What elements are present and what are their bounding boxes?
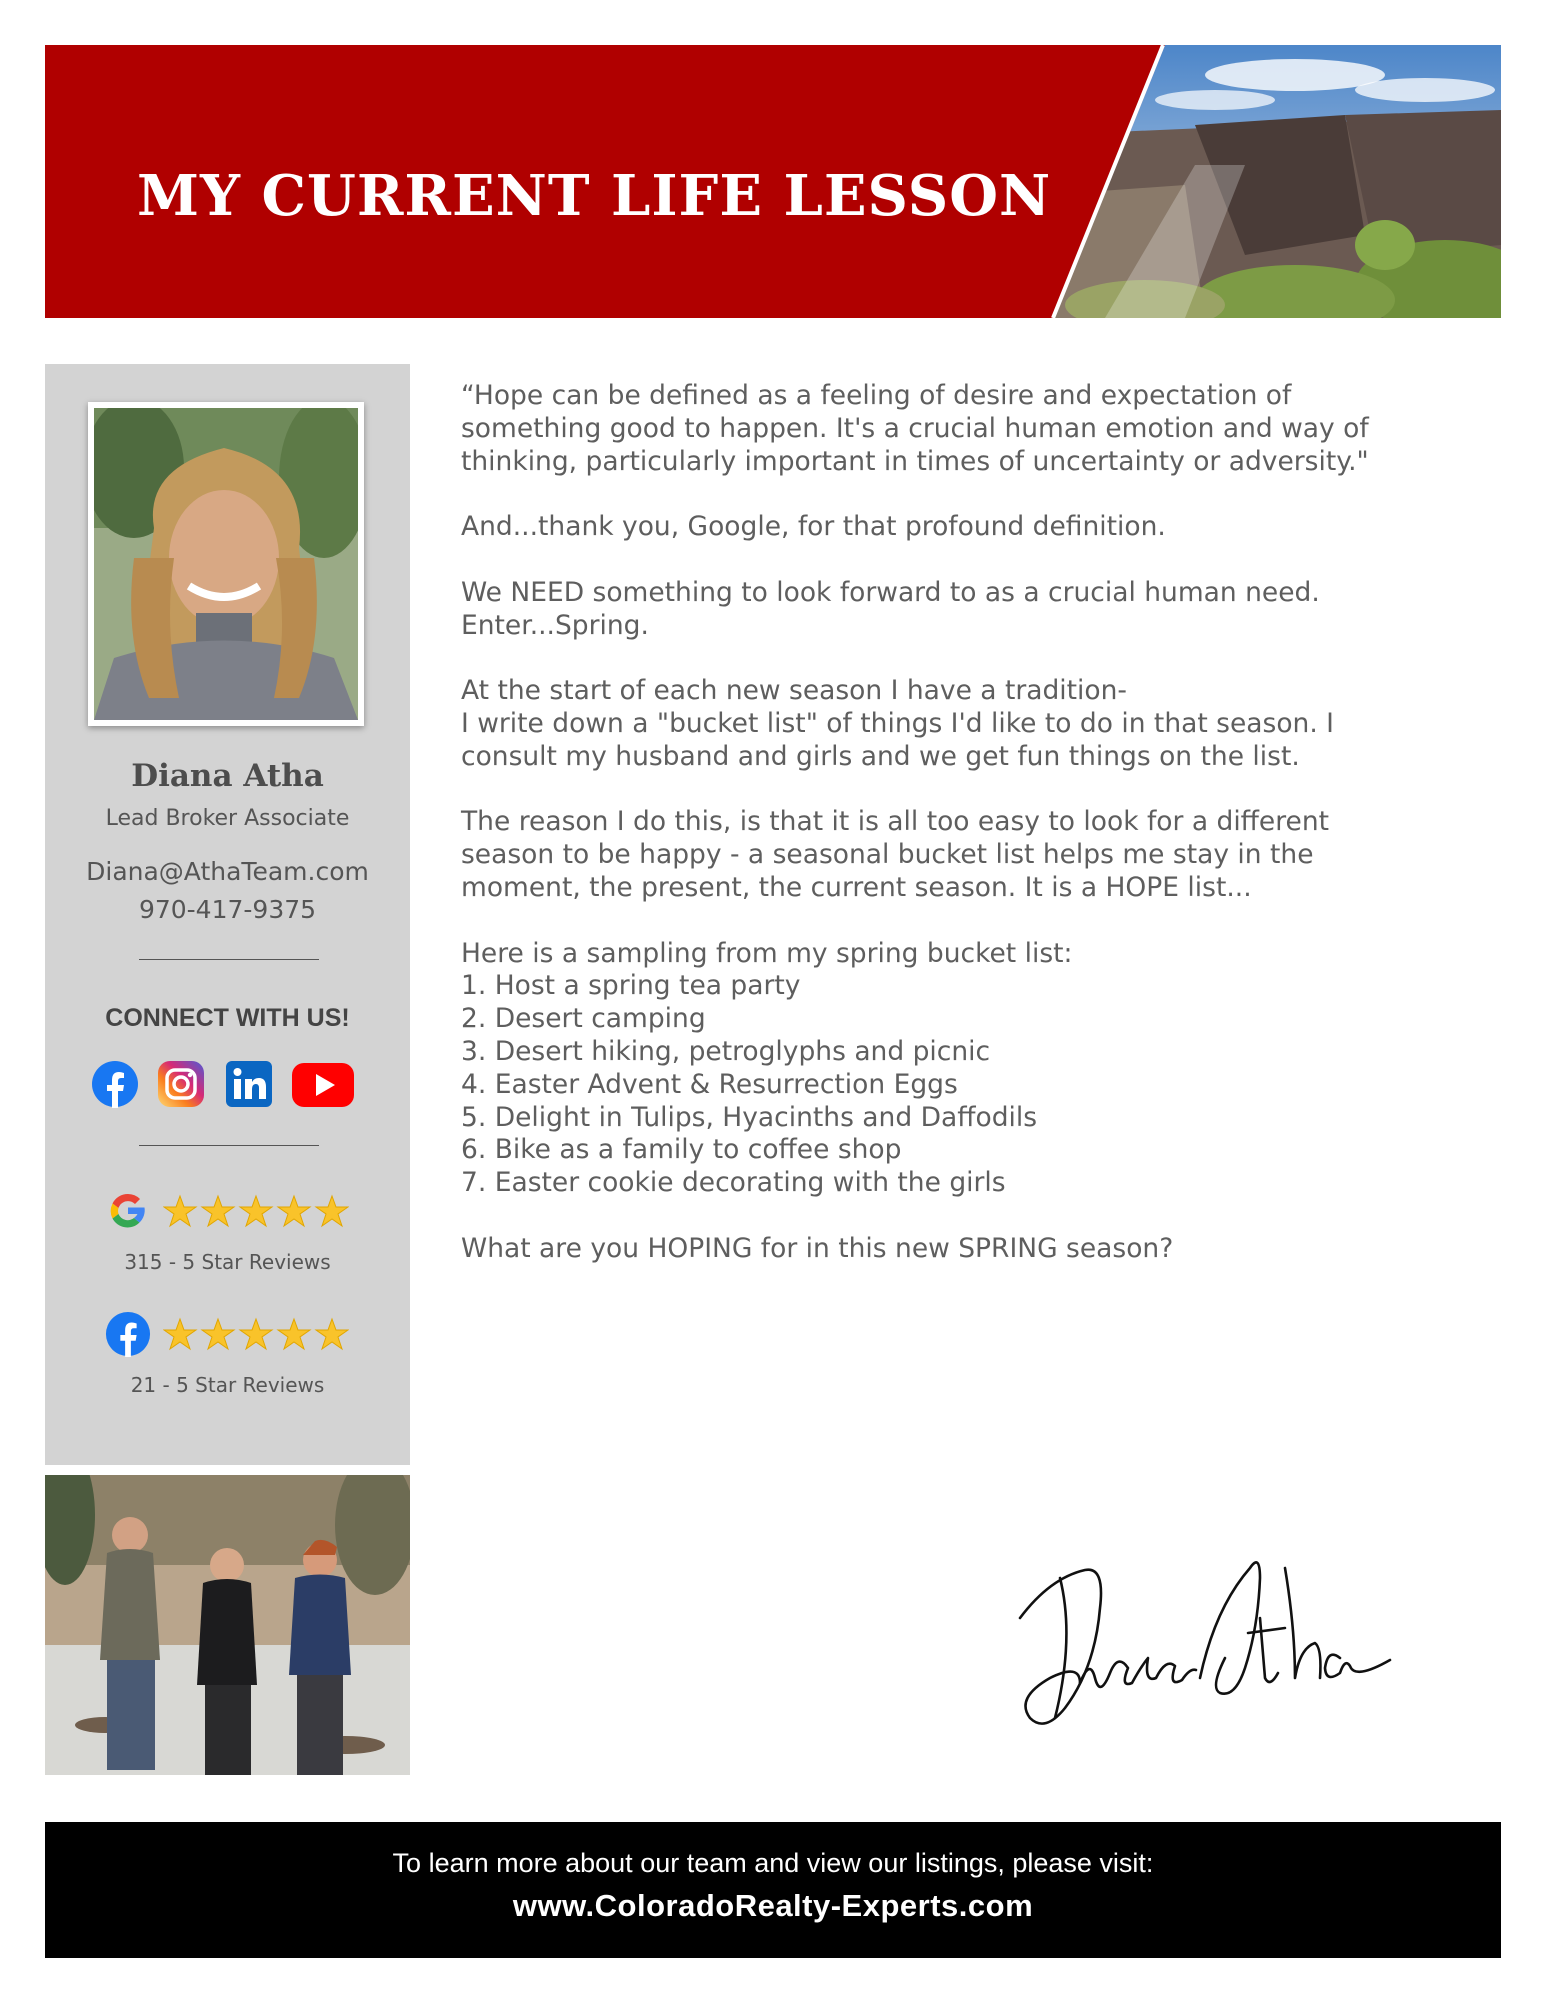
social-links (91, 1060, 367, 1110)
text-line: We NEED something to look forward to as a crucial human need. (461, 576, 1320, 608)
agent-sidebar (45, 364, 410, 1465)
handwritten-signature (1010, 1548, 1410, 1738)
divider (139, 959, 319, 960)
quote-line: “Hope can be defined as a feeling of desire and expectation of (461, 380, 1292, 411)
quote-line: something good to happen. It's a crucial human emotion and way of (461, 412, 1369, 444)
list-item: 7. Easter cookie decorating with the girls (461, 1167, 1006, 1199)
team-group-photo (45, 1475, 410, 1775)
closing-question: What are you HOPING for in this new SPRING season? (461, 1232, 1174, 1264)
agent-email-link[interactable]: Diana@AthaTeam.com (86, 857, 369, 886)
bucket-list-intro: Here is a sampling from my spring bucket list: (461, 937, 1073, 969)
header-banner (45, 45, 1501, 318)
list-item: 2. Desert camping (461, 1003, 706, 1035)
bucket-list (461, 938, 1481, 1200)
tradition-paragraph (461, 675, 1481, 773)
website-link[interactable]: www.ColoradoRealty-Experts.com (512, 1888, 1034, 1923)
footer-banner (45, 1822, 1501, 1958)
facebook-icon (105, 1311, 151, 1357)
connect-title: CONNECT WITH US! (105, 1004, 350, 1032)
text-line: Enter...Spring. (461, 609, 649, 641)
list-item: 4. Easter Advent & Resurrection Eggs (461, 1068, 958, 1100)
list-item: 3. Desert hiking, petroglyphs and picnic (461, 1035, 991, 1067)
text-line: season to be happy - a seasonal bucket list helps me stay in the (461, 839, 1314, 871)
list-item: 6. Bike as a family to coffee shop (461, 1134, 902, 1166)
list-item: 1. Host a spring tea party (461, 970, 801, 1002)
text-line: The reason I do this, is that it is all too easy to look for a different (461, 806, 1330, 838)
agent-name: Diana Atha (131, 758, 324, 794)
instagram-icon[interactable] (157, 1060, 205, 1108)
facebook-review-count: 21 - 5 Star Reviews (130, 1373, 325, 1397)
text-line: I write down a "bucket list" of things I'd like to do in that season. I (461, 707, 1334, 739)
need-paragraph (461, 577, 1481, 643)
youtube-icon[interactable] (291, 1062, 355, 1108)
list-item: 5. Delight in Tulips, Hyacinths and Daffodils (461, 1101, 1038, 1133)
linkedin-icon[interactable] (225, 1060, 273, 1108)
page-title: MY CURRENT LIFE LESSON (137, 163, 1052, 229)
text-line: At the start of each new season I have a tradition- (461, 675, 1127, 707)
footer-text: To learn more about our team and view our listings, please visit: (392, 1848, 1154, 1878)
quote-paragraph (461, 380, 1481, 478)
agent-role: Lead Broker Associate (105, 806, 350, 831)
letter-body (461, 380, 1481, 1298)
text-line: moment, the present, the current season. It is a HOPE list... (461, 871, 1252, 903)
google-review-count: 315 - 5 Star Reviews (124, 1250, 331, 1274)
text-line: consult my husband and girls and we get fun things on the list. (461, 740, 1300, 772)
five-star-rating (163, 1317, 349, 1353)
google-icon (105, 1188, 151, 1234)
agent-phone-link[interactable]: 970-417-9375 (138, 895, 317, 924)
thanks-paragraph: And...thank you, Google, for that profound definition. (461, 511, 1166, 543)
quote-line: thinking, particularly important in times of uncertainty or adversity." (461, 445, 1369, 477)
facebook-icon[interactable] (91, 1060, 139, 1108)
agent-portrait-photo (88, 402, 364, 726)
five-star-rating (163, 1194, 349, 1230)
divider (139, 1145, 319, 1146)
reason-paragraph (461, 806, 1481, 904)
